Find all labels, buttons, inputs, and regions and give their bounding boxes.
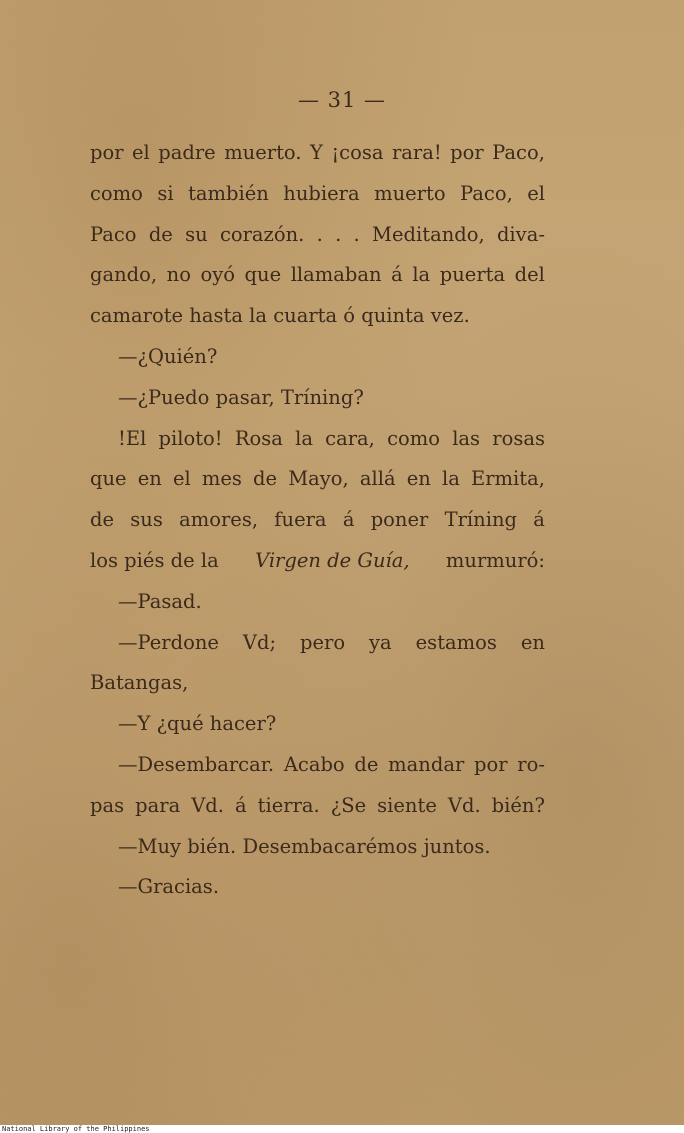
dialogue-line: —¿Quién?: [118, 344, 218, 368]
text-line: Paco de su corazón. . . . Meditando, diva-: [90, 222, 545, 246]
text-line: de sus amores, fuera á poner Tríning á: [90, 508, 545, 532]
dialogue-line: —Desembarcar. Acabo de mandar por ro-: [118, 752, 545, 776]
dialogue-line: —Gracias.: [118, 875, 220, 899]
text-line: por el padre muerto. Y ¡cosa rara! por Paco,: [90, 141, 545, 164]
dialogue-line: —Y ¿qué hacer?: [118, 712, 277, 736]
text-line: como si también hubiera muerto Paco, el: [90, 181, 545, 205]
dialogue-line: —¿Puedo pasar, Tríning?: [118, 385, 364, 409]
body-text: [90, 133, 545, 908]
library-watermark: National Library of the Philippines: [2, 1125, 150, 1133]
text-line: gando, no oyó que llamaban á la puerta del: [90, 263, 545, 287]
dialogue-line: —Pasad.: [118, 589, 202, 613]
text-segment: murmuró:: [445, 548, 545, 572]
italic-title: Virgen de Guía,: [255, 548, 410, 572]
text-segment: los piés de la: [90, 548, 219, 572]
text-line: Batangas,: [90, 671, 189, 695]
dialogue-line: —Muy bién. Desembacarémos juntos.: [118, 834, 491, 858]
text-line-with-italic: [90, 541, 545, 582]
text-line: que en el mes de Mayo, allá en la Ermita,: [90, 467, 545, 491]
page-number: — 31 —: [297, 88, 387, 112]
text-line: pas para Vd. á tierra. ¿Se siente Vd. bién?: [90, 793, 545, 817]
text-line: camarote hasta la cuarta ó quinta vez.: [90, 304, 470, 328]
text-line: !El piloto! Rosa la cara, como las rosas: [118, 426, 545, 450]
dialogue-line: —Perdone Vd; pero ya estamos en: [118, 630, 545, 654]
